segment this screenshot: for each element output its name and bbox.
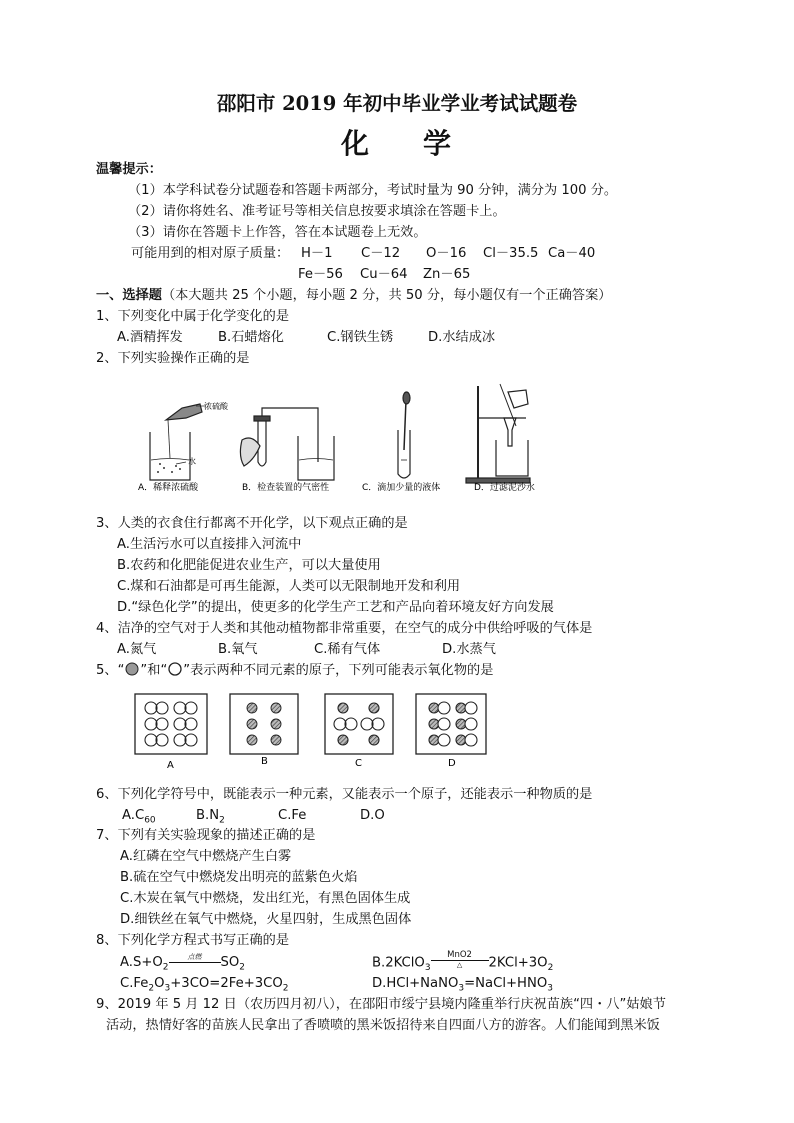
hand-icon	[240, 438, 260, 466]
q5-stem	[96, 661, 493, 681]
tip-1: （1）本学科试卷分试题卷和答题卡两部分，考试时量为 90 分钟，满分为 100 分。	[128, 183, 618, 198]
q1-option-a: A.酒精挥发	[117, 330, 183, 345]
q8-option-a	[120, 953, 245, 973]
q2-stem: 2、下列实验操作正确的是	[96, 351, 250, 366]
q2-apparatus-figure	[130, 380, 560, 502]
q5-molecule-figure	[130, 690, 490, 772]
mass-label: 可能用到的相对原子质量：	[131, 246, 290, 261]
q2-caption-d: D．过滤泥沙水	[474, 483, 535, 493]
mass-zn: Zn－65	[423, 267, 471, 282]
q5-label-c: C	[355, 758, 362, 769]
q7-stem: 7、下列有关实验现象的描述正确的是	[96, 828, 316, 843]
q1-option-c: C.钢铁生锈	[327, 330, 394, 345]
q4-stem: 4、洁净的空气对于人类和其他动植物都非常重要，在空气的成分中供给呼吸的气体是	[96, 621, 593, 636]
q8-option-c	[120, 974, 288, 994]
mass-cl: Cl－35.5	[483, 246, 539, 261]
q2-caption-c: C．滴加少量的液体	[362, 483, 441, 493]
section-heading	[96, 286, 611, 306]
q4-option-d: D.水蒸气	[442, 642, 496, 657]
q7-option-d: D.细铁丝在氧气中燃烧，火星四射，生成黑色固体	[120, 912, 412, 927]
mass-ca: Ca－40	[548, 246, 596, 261]
q3-stem: 3、人类的衣食住行都离不开化学，以下观点正确的是	[96, 516, 408, 531]
tip-3: （3）请你在答题卡上作答，答在本试题卷上无效。	[128, 225, 427, 240]
q5-stem-part-b: ”和“	[140, 663, 168, 678]
section-title: 一、选择题	[96, 288, 162, 303]
q8-a-pre: A.S+O	[120, 955, 163, 970]
q8-b-pre: B.2KClO	[372, 955, 425, 971]
q8-a-sub2: 2	[239, 962, 246, 973]
q6-option-b	[196, 806, 225, 826]
glass-rod-icon	[500, 384, 516, 426]
q8-c-sub3: 2	[282, 983, 289, 994]
q7-option-c: C.木炭在氧气中燃烧，发出红光，有黑色固体生成	[120, 891, 411, 906]
q8-d-sub2: 3	[547, 983, 553, 994]
q8-b-condition	[431, 950, 489, 969]
q8-b-cond-top: MnO2	[447, 950, 472, 960]
q1-option-b: B.石蜡熔化	[218, 330, 284, 345]
q6-option-b-text: B.N	[196, 808, 220, 823]
q1-option-d: D.水结成冰	[428, 330, 496, 345]
q8-c-pre: C.Fe	[120, 976, 149, 991]
pour-beaker-icon	[508, 390, 528, 408]
acid-label: 浓硫酸	[204, 402, 228, 411]
q6-stem: 6、下列化学符号中，既能表示一种元素，又能表示一个原子，还能表示一种物质的是	[96, 787, 593, 802]
dropper-icon	[404, 400, 406, 450]
tip-2: （2）请你将姓名、准考证号等相关信息按要求填涂在答题卡上。	[128, 204, 506, 219]
q8-b-cond-bot: △	[456, 961, 463, 969]
q8-d-pre: D.HCl+NaNO	[372, 976, 459, 991]
q6-option-a-text: A.C	[122, 808, 145, 823]
q8-a-post: SO	[220, 955, 240, 970]
q6-option-a-sub: 60	[144, 815, 156, 826]
q5-stem-part-a: 5、“	[96, 663, 125, 678]
water-label: 水	[188, 457, 196, 466]
q8-a-condition	[169, 953, 221, 963]
acid-bottle-icon	[166, 404, 202, 420]
q8-option-d	[372, 974, 553, 994]
q6-option-b-sub: 2	[219, 815, 225, 826]
q2-caption-a: A．稀释浓硫酸	[138, 483, 199, 493]
test-tube-b-icon	[258, 420, 266, 466]
q8-b-sub2: 2	[547, 963, 554, 974]
q9-line-1: 9、2019 年 5 月 12 日（农历四月初八），在邵阳市绥宁县境内隆重举行庆祝苗族“四・八”姑娘节	[96, 997, 666, 1012]
mass-o: O－16	[426, 246, 467, 261]
q8-option-b	[372, 950, 554, 974]
q5-label-a: A	[167, 760, 174, 771]
q8-c-sub1: 2	[148, 983, 155, 994]
q8-d-sub1: 3	[458, 983, 465, 994]
q3-option-b: B.农药和化肥能促进农业生产，可以大量使用	[117, 558, 381, 573]
q6-option-a	[122, 806, 156, 826]
q3-option-c: C.煤和石油都是可再生能源，人类可以无限制地开发和利用	[117, 579, 461, 594]
q4-option-c: C.稀有气体	[314, 642, 381, 657]
q4-option-b: B.氧气	[218, 642, 258, 657]
q8-c-mid1: O	[154, 976, 165, 991]
tips-label: 温馨提示：	[96, 162, 162, 177]
q3-option-a: A.生活污水可以直接排入河流中	[117, 537, 302, 552]
q9-line-2: 活动，热情好客的苗族人民拿出了香喷喷的黑米饭招待来自四面八方的游客。人们能闻到黑米饭	[106, 1018, 660, 1033]
q5-label-d: D	[448, 758, 456, 769]
mass-cu: Cu－64	[360, 267, 408, 282]
mass-h: H－1	[301, 246, 333, 261]
q7-option-a: A.红磷在空气中燃烧产生白雾	[120, 849, 292, 864]
q3-option-d: D.“绿色化学”的提出，使更多的化学生产工艺和产品向着环境友好方向发展	[117, 600, 554, 615]
q5-label-b: B	[261, 756, 268, 767]
box-a	[135, 694, 207, 754]
q8-b-sub1: 3	[424, 963, 431, 974]
hatched-atom-icon	[124, 662, 140, 676]
q5-stem-part-c: ”表示两种不同元素的原子，下列可能表示氧化物的是	[183, 663, 494, 678]
subject-char-2: 学	[423, 127, 454, 160]
q6-option-c: C.Fe	[278, 808, 307, 823]
q1-stem: 1、下列变化中属于化学变化的是	[96, 309, 290, 324]
q8-d-mid: =NaCl+HNO	[464, 976, 548, 991]
mass-c: C－12	[361, 246, 401, 261]
beaker-b-icon	[298, 436, 334, 480]
box-b	[230, 694, 298, 754]
q2-caption-b: B．检查装置的气密性	[242, 483, 330, 493]
subject-title	[0, 122, 794, 162]
section-note: （本大题共 25 个小题，每小题 2 分，共 50 分，每小题仅有一个正确答案）	[161, 288, 612, 303]
subject-char-1: 化	[340, 127, 371, 160]
hollow-atom-icon	[167, 662, 183, 676]
box-c	[325, 694, 393, 754]
q8-a-cond-text: 点燃	[187, 953, 202, 961]
q8-a-sub1: 2	[162, 962, 169, 973]
q8-c-mid2: +3CO=2Fe+3CO	[170, 976, 283, 991]
exam-title: 邵阳市 2019 年初中毕业学业考试试题卷	[216, 92, 578, 115]
q6-option-d: D.O	[360, 808, 385, 823]
mass-fe: Fe－56	[298, 267, 343, 282]
q8-c-sub2: 3	[164, 983, 171, 994]
q4-option-a: A.氮气	[117, 642, 157, 657]
q7-option-b: B.硫在空气中燃烧发出明亮的蓝紫色火焰	[120, 870, 358, 885]
q8-stem: 8、下列化学方程式书写正确的是	[96, 933, 290, 948]
q8-b-post: 2KCl+3O	[488, 955, 548, 971]
